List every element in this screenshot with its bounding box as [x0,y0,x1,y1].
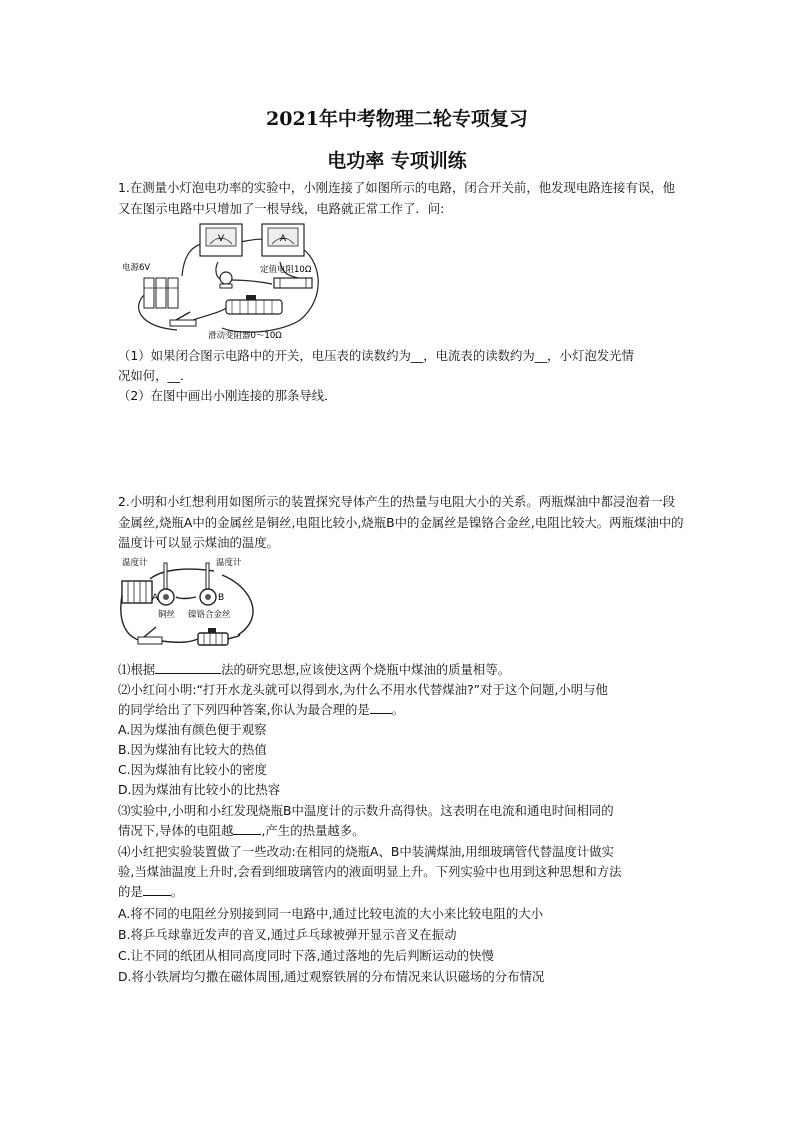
switch [170,312,196,326]
wire-b-label: 镍铬合金丝 [188,610,231,620]
q2-part4-option-a: A.将不同的电阻丝分别接到同一电路中,通过比较电流的大小来比较电阻的大小 [118,906,544,921]
q2-part4-line3: 的是 。 [118,884,184,899]
answer-blank-4[interactable] [143,883,171,896]
battery [122,581,152,603]
q1-part2: （2）在图中画出小刚连接的那条导线． [118,388,337,403]
answer-blank-2[interactable] [370,701,392,714]
power-source-label: 电源6V [122,263,151,273]
q2-part4-option-b: B.将乒乓球靠近发声的音叉,通过乒乓球被弹开显示音叉在振动 [118,927,457,942]
q2-part3-line1: ⑶实验中,小明和小红发现烧瓶B中温度计的示数升高得快。这表明在电流和通电时间相同的 [118,803,614,818]
q2-part2-option-a: A.因为煤油有颜色便于观察 [118,722,267,737]
q2-stem: 2.小明和小红想利用如图所示的装置探究导体产生的热量与电阻大小的关系。两瓶煤油中都浸泡着一段金属丝,烧瓶A中的金属丝是铜丝,电阻比较小,烧瓶B中的金属丝是镍铬合金丝,电阻比较大。两瓶煤油中的温度计可以显示煤油的温度。 [118,494,684,551]
q2-part2-option-c: C.因为煤油有比较小的密度 [118,762,267,777]
wire-a-label: 铜丝 [158,610,176,620]
flask-b-label: B [218,593,225,603]
switch-2 [138,627,162,644]
thermometer-right-label: 温度计 [216,558,242,568]
q2-part2-line1: ⑵小红问小明:“打开水龙头就可以得到水,为什么不用水代替煤油?”对于这个问题,小明与他 [118,682,608,697]
q1-part1-line1: （1）如果闭合图示电路中的开关，电压表的读数约为__，电流表的读数约为__，小灯泡发光情 [118,348,634,363]
q2-part1: ⑴根据 法的研究思想,应该使这两个烧瓶中煤油的质量相等。 [118,662,511,677]
rheostat-label: 滑动变阻器0～10Ω [208,331,282,341]
ammeter-label: A [279,234,287,244]
q2-apparatus-figure [118,555,268,657]
q2-part2-line2: 的同学给出了下列四种答案,你认为最合理的是 。 [118,702,405,717]
bulb-icon [220,272,232,284]
document-subtitle: 电功率 专项训练 [327,150,467,172]
q2-part4-line2: 验,当煤油温度上升时,会看到细玻璃管内的液面明显上升。下列实验中也用到这种思想和方法 [118,864,622,879]
answer-blank-3[interactable] [233,822,261,835]
q2-part2-option-d: D.因为煤油有比较小的比热容 [118,782,281,797]
document-title: 2021年中考物理二轮专项复习 [266,108,528,130]
q2-part2-option-b: B.因为煤油有比较大的热值 [118,742,267,757]
voltmeter-label: V [217,234,225,244]
q2-part3-line2: 情况下,导体的电阻越 ,产生的热量越多。 [118,823,365,838]
thermometer-left-label: 温度计 [122,558,148,568]
q1-part1-line2: 况如何，__． [118,368,193,383]
rheostat [226,295,282,314]
q1-stem: 1.在测量小灯泡电功率的实验中，小刚连接了如图所示的电路，闭合开关前，他发现电路连接有误，他又在图示电路中只增加了一根导线，电路就正常工作了．问: [118,180,676,216]
q2-part4-option-c: C.让不同的纸团从相同高度同时下落,通过落地的先后判断运动的快慢 [118,948,494,963]
fixed-resistor-label: 定值电阻10Ω [260,265,312,275]
rheostat-2 [198,628,228,645]
q2-part4-line1: ⑷小红把实验装置做了一些改动:在相同的烧瓶A、B中装满煤油,用细玻璃管代替温度计做实 [118,844,614,859]
q2-part4-option-d: D.将小铁屑均匀撒在磁体周围,通过观察铁屑的分布情况来认识磁场的分布情况 [118,969,545,984]
battery-pack [144,278,178,308]
flask-a-label: A [152,593,159,603]
q1-circuit-figure [122,218,332,344]
answer-blank-1[interactable] [155,661,221,674]
